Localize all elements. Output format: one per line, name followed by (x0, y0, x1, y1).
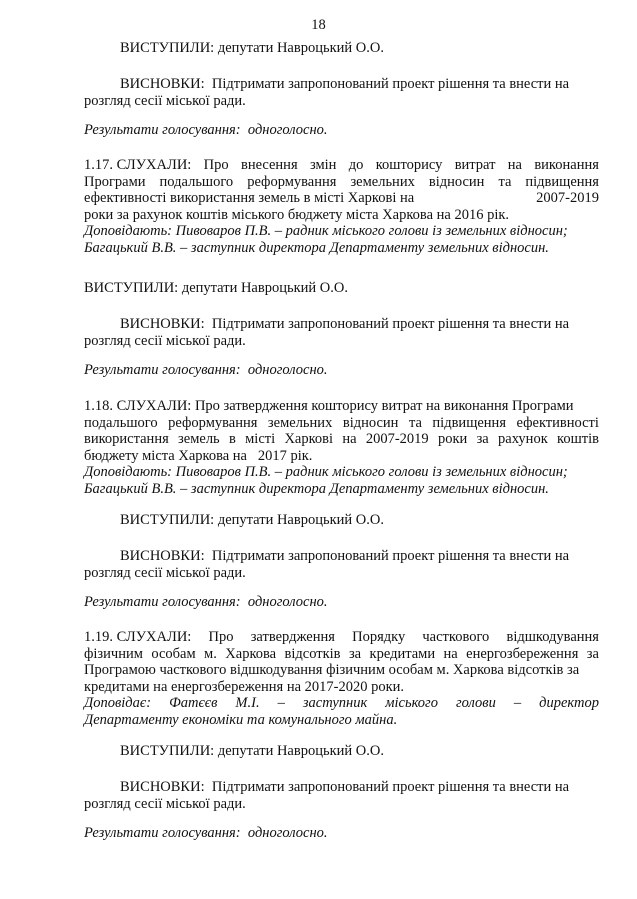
vote-result (84, 362, 599, 379)
item-number: 1.19. (84, 629, 113, 645)
conclusion-text-cont: розгляд сесії міської ради. (84, 332, 246, 349)
conclusion-paragraph (84, 316, 599, 349)
conclusion-text-cont: розгляд сесії міської ради. (84, 795, 246, 812)
spoke-paragraph (84, 512, 599, 529)
conclusion-label: ВИСНОВКИ: (120, 779, 205, 795)
conclusion-label: ВИСНОВКИ: (120, 548, 205, 564)
vote-result (84, 122, 599, 139)
spoke-paragraph (84, 280, 599, 297)
agenda-item-1-18: 1.18. СЛУХАЛИ: Про затвердження кошторису витрат на виконання Програми подальшого реформування земельних відносин та підвищення ефективності використання земель в місті Харкові на 2007-2019 роки за рахунок коштів бюджету міста Харкова на 2017 рік. Доповідають: Пивоваров П.В. – радник міського голови із земельних відносин; Багацький В.В. – заступник директора Департаменту земельних відносин. (84, 398, 599, 497)
reporters-label: Доповідають: (84, 464, 173, 480)
vote-value: одноголосно. (247, 122, 328, 138)
vote-label: Результати голосування: (84, 122, 241, 138)
vote-value: одноголосно. (247, 825, 328, 841)
conclusion-text: Підтримати запропонований проект рішення та внести на (211, 316, 570, 332)
spoke-text: депутати Навроцький О.О. (217, 743, 384, 759)
conclusion-paragraph (84, 779, 599, 812)
conclusion-text-cont: розгляд сесії міської ради. (84, 92, 246, 109)
reporters-cont: Багацький В.В. – заступник директора Департаменту земельних відносин. (84, 239, 549, 256)
vote-result (84, 825, 599, 842)
reporters-label: Доповідають: (84, 223, 173, 239)
vote-label: Результати голосування: (84, 594, 241, 610)
reporters-cont: Багацький В.В. – заступник директора Департаменту земельних відносин. (84, 480, 549, 497)
conclusion-paragraph (84, 76, 599, 109)
spoke-label: ВИСТУПИЛИ: (120, 40, 215, 56)
spoke-paragraph (84, 40, 599, 57)
reporters: Доповідають: Пивоваров П.В. – радник міського голови із земельних відносин; (84, 223, 568, 239)
heard-label: СЛУХАЛИ: (116, 157, 192, 173)
conclusion-text: Підтримати запропонований проект рішення та внести на (211, 76, 570, 92)
item-number: 1.18. (84, 398, 113, 414)
vote-result (84, 594, 599, 611)
vote-value: одноголосно. (247, 362, 328, 378)
conclusion-label: ВИСНОВКИ: (120, 316, 205, 332)
vote-label: Результати голосування: (84, 825, 241, 841)
conclusion-text: Підтримати запропонований проект рішення та внести на (211, 548, 570, 564)
conclusion-text: Підтримати запропонований проект рішення та внести на (211, 779, 570, 795)
spoke-text: депутати Навроцький О.О. (217, 40, 384, 56)
vote-value: одноголосно. (247, 594, 328, 610)
reporters: Доповідає: Фатєєв М.І. – заступник міського голови – директор (84, 695, 599, 711)
spoke-label: ВИСТУПИЛИ: (120, 512, 215, 528)
reporters: Доповідають: Пивоваров П.В. – радник міського голови із земельних відносин; (84, 464, 568, 480)
conclusion-text-cont: розгляд сесії міської ради. (84, 564, 246, 581)
conclusion-paragraph (84, 548, 599, 581)
vote-label: Результати голосування: (84, 362, 241, 378)
conclusion-label: ВИСНОВКИ: (120, 76, 205, 92)
spoke-text: депутати Навроцький О.О. (181, 280, 348, 296)
heard-label: СЛУХАЛИ: (116, 629, 192, 645)
reporters-label: Доповідає: (84, 695, 152, 711)
reporters-cont: Департаменту економіки та комунального майна. (84, 711, 398, 728)
item-number: 1.17. (84, 157, 113, 173)
spoke-text: депутати Навроцький О.О. (217, 512, 384, 528)
agenda-item-1-17: 1.17. СЛУХАЛИ: Про внесення змін до кошторису витрат на виконання Програми подальшого реформування земельних відносин та підвищення ефективності використання земель в місті Харкові на 2007-2019 роки за рахунок коштів міського бюджету міста Харкова на 2016 рік. Доповідають: Пивоваров П.В. – радник міського голови із земельних відносин; Багацький В.В. – заступник директора Департаменту земельних відносин. (84, 157, 599, 256)
spoke-paragraph (84, 743, 599, 760)
spoke-label: ВИСТУПИЛИ: (120, 743, 215, 759)
page-number: 18 (311, 17, 326, 33)
heard-label: СЛУХАЛИ: (116, 398, 192, 414)
spoke-label: ВИСТУПИЛИ: (84, 280, 179, 296)
agenda-item-1-19: 1.19. СЛУХАЛИ: Про затвердження Порядку часткового відшкодування фізичним особам м. Харкова відсотків за кредитами на енергозбереження за Програмою часткового відшкодування фізичним особам м. Харкова відсотків за кредитами на енергозбереження на 2017-2020 роки. Доповідає: Фатєєв М.І. – заступник міського голови – директор Департаменту економіки та комунального майна. (84, 629, 599, 728)
